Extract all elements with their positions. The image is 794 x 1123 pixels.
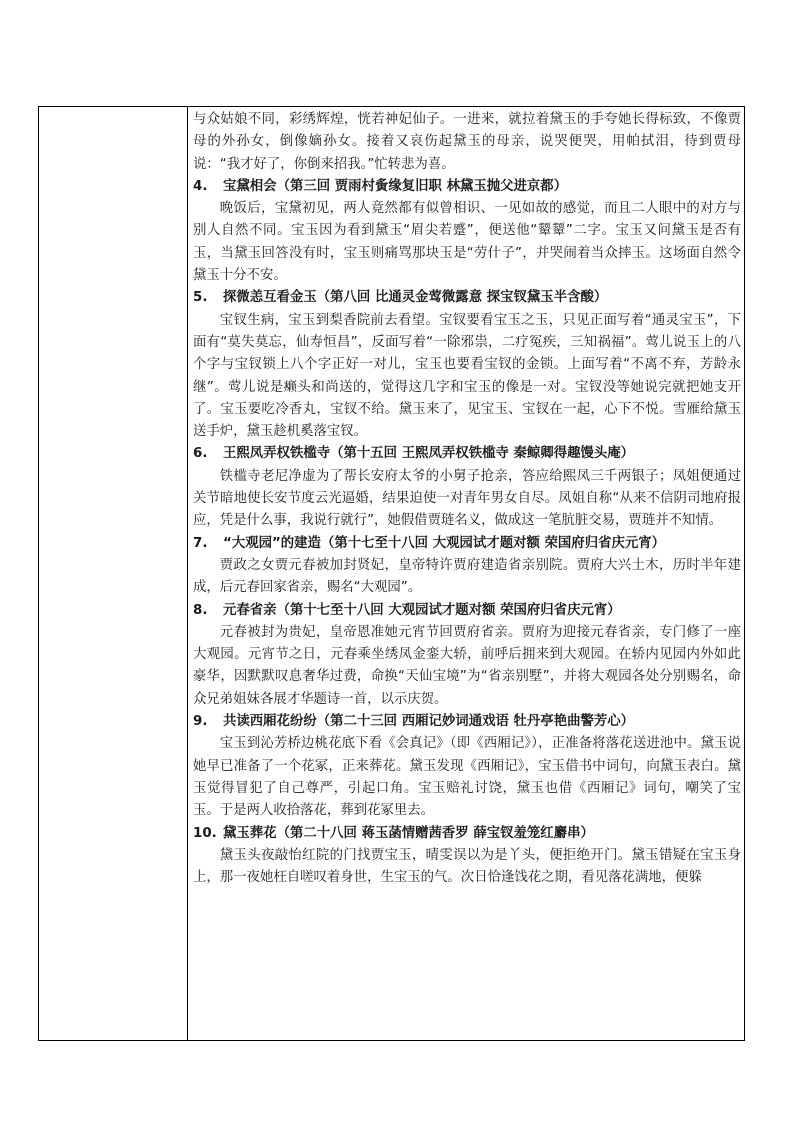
- section-number: 9.: [193, 714, 208, 730]
- content-cell: [193, 109, 741, 889]
- paragraph-7: 贾政之女贾元春被加封贤妃，皇帝特许贾府建造省亲别院。贾府大兴土木，历时半年建成，后元春回家省亲，赐名“大观园”。: [193, 557, 741, 596]
- section-chapter: （第十五回 王熙凤弄权铁槛寺 秦鲸卿得趣馒头庵）: [330, 446, 635, 462]
- section-number: 8.: [193, 602, 208, 618]
- section-number: 4.: [193, 178, 208, 194]
- section-chapter: （第十七至十八回 大观园试才题对额 荣国府归省庆元宵）: [276, 602, 621, 618]
- section-heading-10: [193, 823, 741, 845]
- section-title: 王熙凤弄权铁槛寺: [223, 446, 331, 462]
- section-chapter: （第三回 贾雨村夤缘复旧职 林黛玉抛父进京都）: [276, 178, 568, 194]
- section-heading-4: [193, 176, 741, 198]
- section-title: 元春省亲: [223, 602, 277, 618]
- section-heading-6: [193, 443, 741, 465]
- section-number: 10.: [193, 825, 217, 841]
- paragraph-8: 元春被封为贵妃，皇帝恩准她元宵节回贾府省亲。贾府为迎接元春省亲，专门修了一座大观园。元宵节之日，元春乘坐绣凤金銮大轿，前呼后拥来到大观园。在轿内见园内外如此豪华，因默默叹息奢华过费，命换“天仙宝境”为“省亲别墅”，并将大观园各处分别赐名，命众兄弟姐妹各展才华题诗一首，以示庆贺。: [193, 624, 741, 707]
- paragraph-10: 黛玉头夜敲怡红院的门找贾宝玉，晴雯误以为是丫头，便拒绝开门。黛玉错疑在宝玉身上，那一夜她枉自嗟叹着身世，生宝玉的气。次日恰逢饯花之期，看见落花满地，便躲: [193, 847, 741, 886]
- section-chapter: （第十七至十八回 大观园试才题对额 荣国府归省庆元宵）: [320, 535, 666, 551]
- section-heading-9: [193, 711, 741, 733]
- column-divider: [187, 106, 188, 1041]
- section-chapter: （第二十三回 西厢记妙词通戏语 牡丹亭艳曲警芳心）: [316, 714, 635, 730]
- paragraph-6: 铁槛寺老尼净虚为了帮长安府太爷的小舅子抢亲，答应给熙凤三千两银子；凤姐便通过关节暗地使长安节度云光逼婚，结果迫使一对青年男女自尽。凤姐自称“从来不信阴司地府报应，凭是什么事，我说行就行”，她假借贾琏名义，做成这一笔肮脏交易，贾琏并不知情。: [193, 468, 741, 529]
- paragraph-4: 晚饭后，宝黛初见，两人竟然都有似曾相识、一见如故的感觉，而且二人眼中的对方与别人自然不同。宝玉因为看到黛玉“眉尖若蹙”，便送他“颦颦”二字。宝玉又问黛玉是否有玉，当黛玉回答没有时，宝玉则痛骂那块玉是“劳什子”，并哭闹着当众摔玉。这场面自然令黛玉十分不安。: [193, 201, 741, 284]
- section-title: 共读西厢花纷纷: [223, 714, 317, 730]
- section-title: 宝黛相会: [223, 178, 277, 194]
- section-title: “大观园”的建造: [223, 535, 321, 551]
- section-chapter: （第二十八回 蒋玉菡情赠茜香罗 薛宝钗羞笼红麝串）: [276, 825, 594, 841]
- section-heading-5: [193, 287, 741, 309]
- section-number: 5.: [193, 290, 208, 306]
- paragraph-5: 宝钗生病，宝玉到梨香院前去看望。宝钗要看宝玉之玉，只见正面写着“通灵宝玉”，下面有“莫失莫忘，仙寿恒昌”，反面写着“一除邪祟，二疗冤疾，三知祸福”。莺儿说玉上的八个字与宝钗锁上八个字正好一对儿，宝玉也要看宝钗的金锁。上面写着“不离不弃，芳龄永继”。莺儿说是癞头和尚送的，觉得这几字和宝玉的像是一对。宝钗没等她说完就把她支开了。宝玉要吃冷香丸，宝钗不给。黛玉来了，见宝玉、宝钗在一起，心下不悦。雪雁给黛玉送手炉，黛玉趁机奚落宝钗。: [193, 312, 741, 440]
- section-chapter: （第八回 比通灵金莺微露意 探宝钗黛玉半含酸）: [316, 290, 608, 306]
- paragraph-intro: 与众姑娘不同，彩绣辉煌，恍若神妃仙子。一进来，就拉着黛玉的手夸她长得标致，不像贾母的外孙女，倒像嫡孙女。接着又哀伤起黛玉的母亲，说哭便哭，用帕拭泪，待到贾母说：“我才好了，你倒来招我。”忙转悲为喜。: [193, 112, 741, 172]
- section-title: 探微恙互看金玉: [223, 290, 317, 306]
- section-number: 7.: [193, 535, 208, 551]
- section-heading-8: [193, 600, 741, 622]
- paragraph-9: 宝玉到沁芳桥边桃花底下看《会真记》（即《西厢记》），正准备将落花送进池中。黛玉说她早已准备了一个花冢，正来葬花。黛玉发现《西厢记》，宝玉借书中词句，向黛玉表白。黛玉觉得冒犯了自己尊严，引起口角。宝玉赔礼讨饶，黛玉也借《西厢记》词句，嘲笑了宝玉。于是两人收拾落花，葬到花冢里去。: [193, 736, 741, 819]
- section-heading-7: [193, 533, 741, 555]
- section-number: 6.: [193, 446, 208, 462]
- section-title: 黛玉葬花: [223, 825, 277, 841]
